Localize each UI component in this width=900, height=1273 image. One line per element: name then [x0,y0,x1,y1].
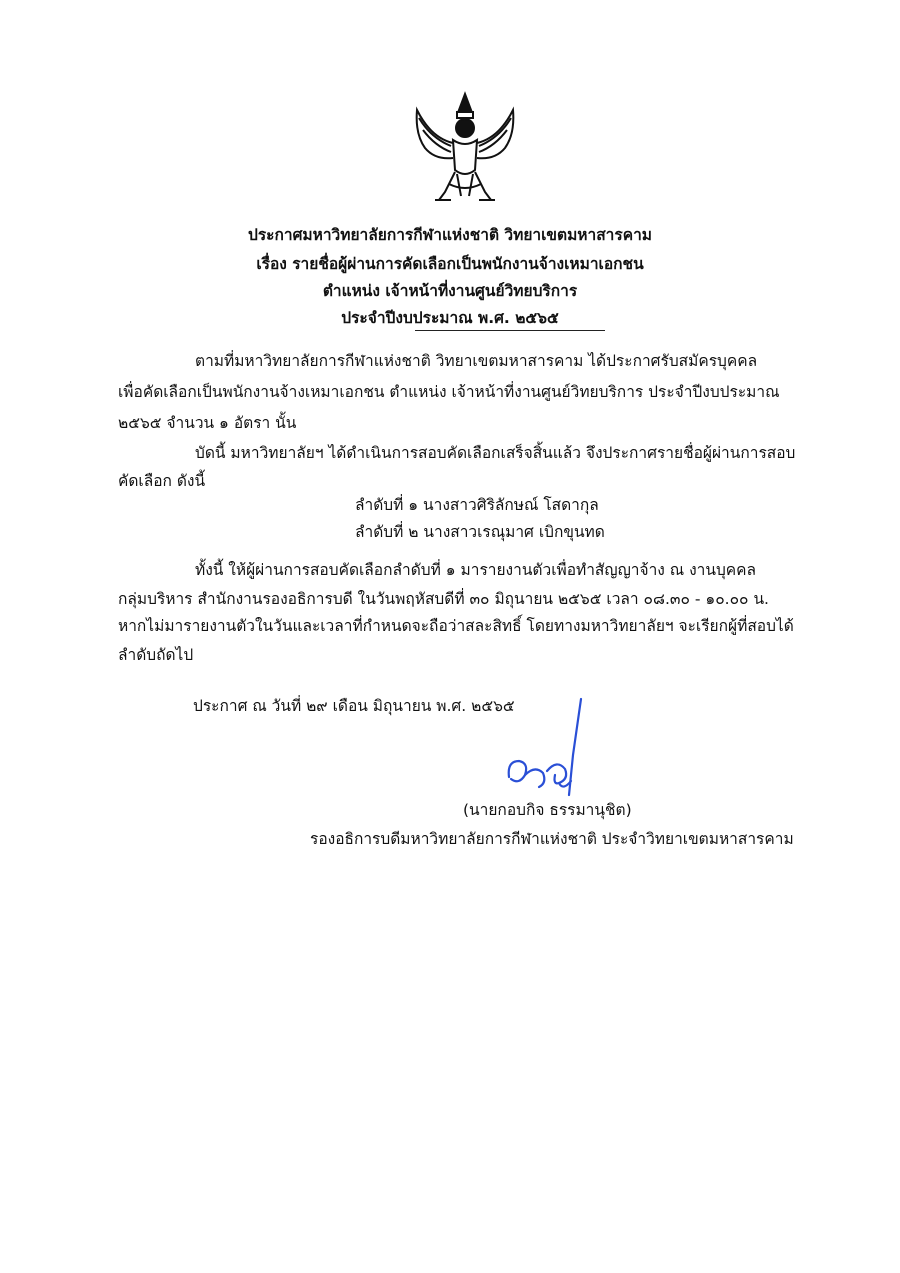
rank-1-entry: ลำดับที่ ๑ นางสาวศิริลักษณ์ โสดากุล [355,496,599,514]
position-line: ตำแหน่ง เจ้าหน้าที่งานศูนย์วิทยบริการ [322,282,578,300]
garuda-emblem-icon [405,88,525,208]
signature-mark [495,695,605,805]
fiscal-year-line: ประจำปีงบประมาณ พ.ศ. ๒๕๖๕ [341,309,559,327]
paragraph-2-line-2: คัดเลือก ดังนี้ [118,472,206,490]
paragraph-3-line-3: หากไม่มารายงานตัวในวันและเวลาที่กำหนดจะถือว่าสละสิทธิ์ โดยทางมหาวิทยาลัยฯ จะเรียกผู้ที่สอบได้ [118,617,794,635]
paragraph-1-line-1: ตามที่มหาวิทยาลัยการกีฬาแห่งชาติ วิทยาเขตมหาสารคาม ได้ประกาศรับสมัครบุคคล [195,352,758,370]
subject-line: เรื่อง รายชื่อผู้ผ่านการคัดเลือกเป็นพนักงานจ้างเหมาเอกชน [256,255,644,273]
paragraph-3-line-4: ลำดับถัดไป [118,646,194,664]
paragraph-3-line-1: ทั้งนี้ ให้ผู้ผ่านการสอบคัดเลือกลำดับที่ ๑ มารายงานตัวเพื่อทำสัญญาจ้าง ณ งานบุคคล [195,561,757,579]
paragraph-1-line-2: เพื่อคัดเลือกเป็นพนักงานจ้างเหมาเอกชน ตำแหน่ง เจ้าหน้าที่งานศูนย์วิทยบริการ ประจำปีงบประมาณ [118,383,780,401]
paragraph-2-line-1: บัดนี้ มหาวิทยาลัยฯ ได้ดำเนินการสอบคัดเลือกเสร็จสิ้นแล้ว จึงประกาศรายชื่อผู้ผ่านการสอบ [195,444,796,462]
announcement-date: ประกาศ ณ วันที่ ๒๙ เดือน มิถุนายน พ.ศ. ๒๕๖๕ [193,697,515,715]
signer-name: (นายกอบกิจ ธรรมานุชิต) [463,801,632,819]
paragraph-1-line-3: ๒๕๖๕ จำนวน ๑ อัตรา นั้น [118,414,297,432]
rank-2-entry: ลำดับที่ ๒ นางสาวเรณุมาศ เบิกขุนทด [355,523,605,541]
paragraph-3-line-2: กลุ่มบริหาร สำนักงานรองอธิการบดี ในวันพฤหัสบดีที่ ๓๐ มิถุนายน ๒๕๖๕ เวลา ๐๘.๓๐ - ๑๐.๐๐ น. [118,590,769,608]
title-underline [415,330,605,331]
announcement-title: ประกาศมหาวิทยาลัยการกีฬาแห่งชาติ วิทยาเขตมหาสารคาม [248,226,652,244]
signer-position: รองอธิการบดีมหาวิทยาลัยการกีฬาแห่งชาติ ประจำวิทยาเขตมหาสารคาม [310,830,794,848]
